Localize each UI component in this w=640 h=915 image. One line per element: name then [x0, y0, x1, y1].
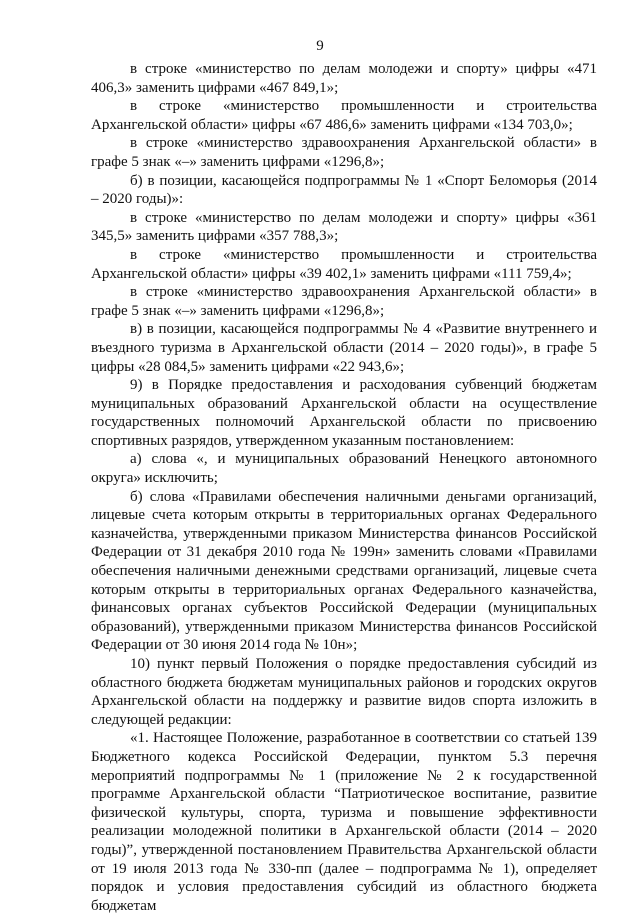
page-number: 9 — [316, 38, 324, 54]
paragraph-12: 10) пункт первый Положения о порядке предоставления субсидий из областного бюджета бюджетам муниципальных районов и городских округов Архангельской области на поддержку и развитие видов спорта изложить в следующей редакции: — [91, 656, 597, 728]
paragraph-11: б) слова «Правилами обеспечения наличными деньгами организаций, лицевые счета которым открыты в территориальных органах Федерального казначейства, утвержденными приказом Министерства финансов Российской Федерации от 31 декабря 2010 года № 199н» заменить словами «Правилами обеспечения наличными денежными средствами организаций, лицевые счета которым открыты в территориальных органах Федерального казначейства, финансовых органах субъектов Российской Федерации (муниципальных образований), утвержденными приказом Министерства финансов Российской Федерации от 30 июня 2014 года № 10н»; — [91, 488, 597, 654]
paragraph-1: в строке «министерство по делам молодежи и спорту» цифры «471 406,3» заменить цифрами «467 849,1»; — [91, 61, 597, 96]
paragraph-4: б) в позиции, касающейся подпрограммы № 1 «Спорт Беломорья (2014 – 2020 годы)»: — [91, 172, 597, 208]
paragraph-8: в) в позиции, касающейся подпрограммы № 4 «Развитие внутреннего и въездного туризма в Архангельской области (2014 – 2020 годы)», в графе 5 цифры «28 084,5» заменить цифрами «22 943,6»; — [91, 321, 597, 375]
paragraph-5: в строке «министерство по делам молодежи и спорту» цифры «361 345,5» заменить цифрами «357 788,3»; — [91, 209, 597, 245]
paragraph-13: «1. Настоящее Положение, разработанное в соответствии со статьей 139 Бюджетного кодекса Российской Федерации, пунктом 5.3 перечня мероприятий подпрограммы № 1 (приложение № 2 к государственной программе Архангельской области “Патриотическое воспитание, развитие физической культуры, спорта, туризма и повышение эффективности реализации молодежной политики в Архангельской области (2014 – 2020 годы)”, утвержденной постановлением Правительства Архангельской области от 19 июля 2013 года № 330-пп (далее – подпрограмма № 1), определяет порядок и условия предоставления субсидий из областного бюджета бюджетам — [91, 730, 597, 914]
document-body — [91, 60, 597, 915]
paragraph-9: 9) в Порядке предоставления и расходования субвенций бюджетам муниципальных образований Архангельской области на осуществление государственных полномочий Архангельской области по присвоению спортивных разрядов, утвержденном указанным постановлением: — [91, 377, 597, 449]
paragraph-2: в строке «министерство промышленности и строительства Архангельской области» цифры «67 486,6» заменить цифрами «134 703,0»; — [91, 98, 597, 133]
paragraph-3: в строке «министерство здравоохранения Архангельской области» в графе 5 знак «–» заменить цифрами «1296,8»; — [91, 135, 597, 170]
paragraph-6: в строке «министерство промышленности и строительства Архангельской области» цифры «39 402,1» заменить цифрами «111 759,4»; — [91, 246, 597, 282]
paragraph-7: в строке «министерство здравоохранения Архангельской области» в графе 5 знак «–» заменить цифрами «1296,8»; — [91, 284, 597, 319]
paragraph-10: а) слова «, и муниципальных образований Ненецкого автономного округа» исключить; — [91, 451, 597, 487]
